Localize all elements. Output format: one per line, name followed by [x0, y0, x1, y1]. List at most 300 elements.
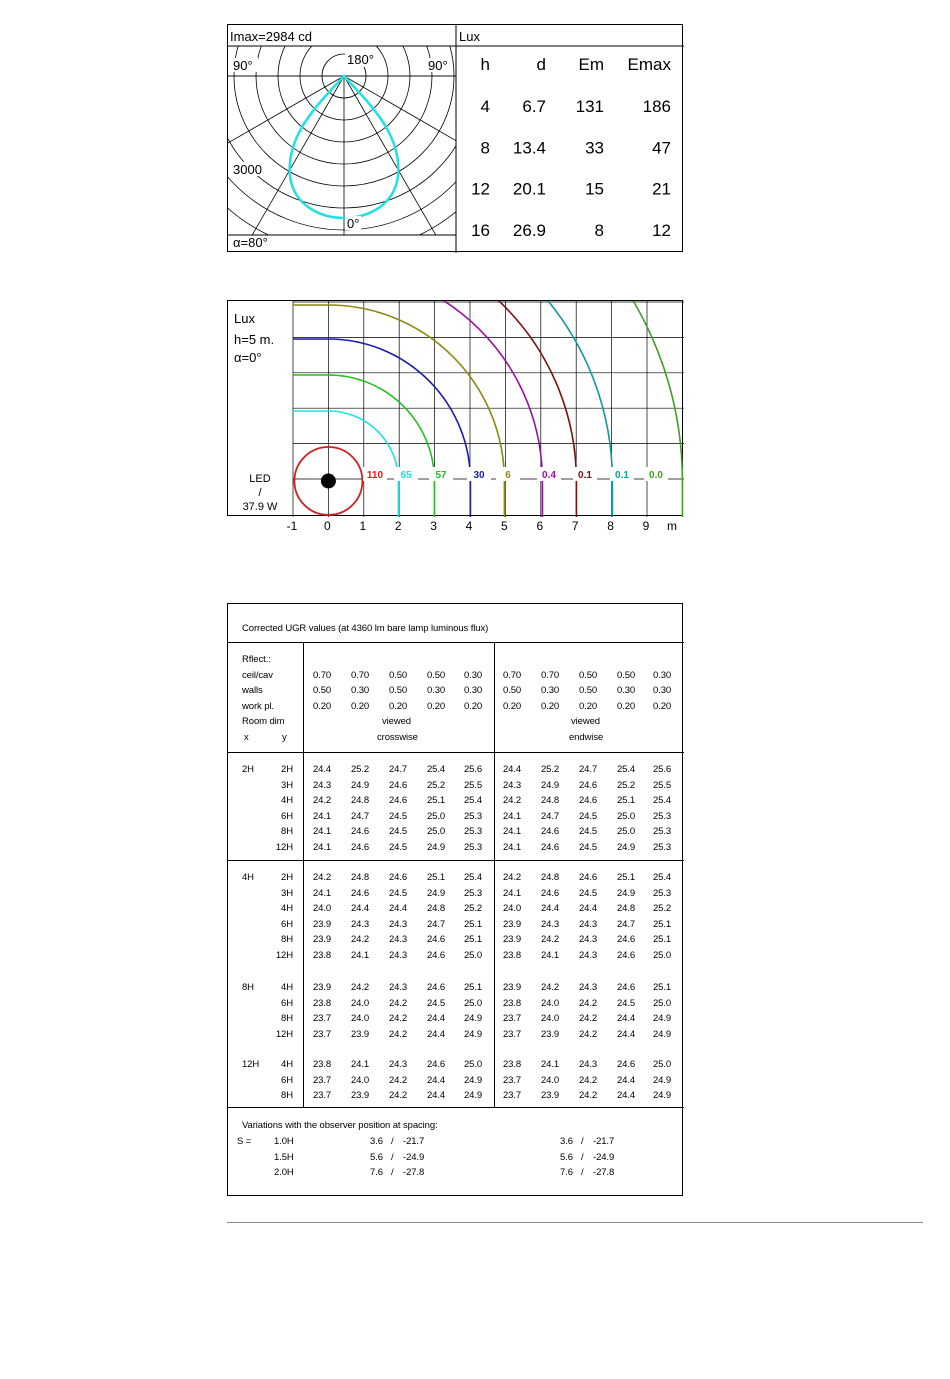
- ugr-value: 23.9: [503, 934, 522, 946]
- lux-cell: 8: [594, 220, 604, 240]
- ugr-value: 24.9: [427, 842, 446, 853]
- ugr-value: 25.1: [464, 982, 483, 993]
- variation-value: 7.6: [370, 1167, 383, 1178]
- ugr-value: 24.6: [389, 779, 408, 791]
- ugr-value: 24.5: [579, 887, 598, 899]
- room-y-value: 2H: [281, 764, 293, 775]
- spacing-value: 1.5H: [274, 1151, 294, 1163]
- endwise-label: endwise: [569, 732, 604, 743]
- ugr-value: 24.2: [503, 795, 522, 807]
- room-y-value: 8H: [281, 1090, 293, 1102]
- ugr-value: 25.4: [653, 795, 672, 807]
- lux-cell: 33: [585, 138, 604, 158]
- ugr-value: 24.2: [313, 872, 332, 883]
- variation-value: 3.6: [560, 1136, 573, 1147]
- lux-cell: 47: [652, 138, 671, 158]
- ugr-value: 24.9: [464, 1013, 483, 1025]
- ugr-value: 24.1: [313, 826, 332, 838]
- ugr-value: 24.0: [351, 1074, 370, 1086]
- ugr-value: 25.1: [617, 795, 636, 807]
- ugr-value: 23.7: [503, 1074, 522, 1086]
- isolux-contour: [288, 375, 434, 517]
- polar-grid: [228, 25, 604, 253]
- isolux-unit-label: Lux: [234, 311, 255, 326]
- ugr-value: 24.1: [503, 826, 522, 838]
- reflectance-value: 0.20: [351, 701, 370, 712]
- reflectance-value: 0.20: [503, 701, 522, 712]
- contour-label: 0.4: [542, 470, 556, 481]
- room-y-value: 3H: [281, 887, 293, 899]
- ugr-value: 23.9: [313, 934, 332, 946]
- lamp-power-label: 37.9 W: [242, 501, 278, 513]
- reflectance-value: 0.30: [541, 685, 560, 696]
- ugr-value: 24.0: [541, 1013, 560, 1025]
- ugr-value: 23.9: [541, 1090, 560, 1102]
- ugr-value: 24.2: [503, 872, 522, 883]
- ugr-value: 23.8: [313, 997, 332, 1009]
- ugr-value: 24.3: [389, 950, 408, 961]
- ugr-value: 24.5: [389, 826, 408, 838]
- reflectance-value: 0.70: [313, 670, 332, 681]
- ugr-value: 23.7: [503, 1028, 522, 1040]
- isolux-contour: [288, 411, 398, 517]
- ugr-value: 25.0: [653, 1059, 672, 1070]
- lux-cell: 15: [585, 179, 604, 199]
- s-label: S =: [237, 1136, 252, 1147]
- ugr-value: 24.1: [541, 950, 560, 961]
- room-x-value: 12H: [242, 1059, 260, 1070]
- ugr-value: 24.6: [579, 795, 598, 807]
- contour-label: 0.0: [649, 470, 663, 481]
- ugr-value: 24.1: [313, 810, 332, 822]
- ugr-value: 24.9: [427, 887, 446, 899]
- room-y-value: 4H: [281, 795, 293, 807]
- reflectance-value: 0.20: [464, 701, 483, 712]
- ugr-value: 25.4: [464, 872, 483, 883]
- contour-label: 30: [473, 470, 485, 481]
- variation-value: -21.7: [403, 1136, 425, 1147]
- ugr-value: 25.2: [541, 764, 560, 775]
- ugr-value: 25.0: [464, 997, 483, 1009]
- ugr-value: 24.5: [427, 997, 446, 1009]
- iso-contours: [288, 301, 682, 517]
- room-x-value: 2H: [242, 764, 254, 775]
- ugr-value: 23.7: [503, 1013, 522, 1025]
- ugr-value: 24.7: [427, 918, 446, 930]
- ugr-value: 24.6: [579, 779, 598, 791]
- x-tick-label: 5: [501, 519, 508, 533]
- reflectance-value: 0.20: [541, 701, 560, 712]
- ugr-value: 23.7: [313, 1090, 332, 1102]
- ugr-value: 24.9: [653, 1028, 672, 1040]
- ugr-value: 24.2: [541, 982, 560, 993]
- ugr-value: 24.4: [617, 1013, 636, 1025]
- reflectance-value: 0.20: [389, 701, 408, 712]
- ugr-value: 23.9: [351, 1090, 370, 1102]
- lux-cell: 26.9: [512, 220, 546, 240]
- ugr-value: 24.9: [653, 1090, 672, 1102]
- angle-0-label: 0°: [347, 216, 360, 231]
- ugr-value: 25.3: [653, 826, 672, 838]
- ugr-value: 24.2: [579, 1074, 598, 1086]
- ugr-value: 24.8: [427, 903, 446, 915]
- ugr-value: 24.0: [351, 997, 370, 1009]
- ugr-value: 25.4: [464, 795, 483, 807]
- ugr-value: 24.6: [541, 887, 560, 899]
- lamp-position-dot: [321, 474, 336, 489]
- angle-90-left-label: 90°: [233, 58, 253, 73]
- x-tick-label: 4: [465, 519, 473, 533]
- ugr-value: 24.4: [427, 1090, 446, 1102]
- ugr-value: 23.8: [503, 1059, 522, 1070]
- ugr-value: 24.5: [389, 842, 408, 853]
- ugr-title: Corrected UGR values (at 4360 lm bare lamp luminous flux): [242, 623, 489, 634]
- ugr-value: 25.3: [653, 810, 672, 822]
- x-tick-label: 6: [536, 519, 544, 533]
- ugr-value: 24.4: [389, 903, 408, 915]
- ugr-value: 24.6: [427, 950, 446, 961]
- room-x-value: 4H: [242, 872, 254, 883]
- ugr-value: 24.4: [427, 1074, 446, 1086]
- ugr-value: 24.8: [541, 872, 560, 883]
- ugr-value: 24.1: [503, 810, 522, 822]
- ugr-value: 23.7: [313, 1074, 332, 1086]
- ugr-value: 25.0: [427, 826, 446, 838]
- x-tick-label: 9: [642, 519, 650, 533]
- reflectance-row-label: walls: [242, 685, 263, 696]
- ugr-value: 24.3: [351, 918, 370, 930]
- room-y-value: 2H: [281, 872, 293, 883]
- lux-cell: 13.4: [512, 138, 546, 158]
- reflectance-value: 0.50: [579, 685, 598, 696]
- room-y-label: y: [282, 732, 287, 743]
- ugr-value: 24.6: [351, 887, 370, 899]
- table-rule: [303, 642, 304, 1107]
- ugr-value: 24.4: [427, 1028, 446, 1040]
- ugr-value: 24.3: [579, 982, 598, 993]
- ugr-value: 24.2: [579, 1090, 598, 1102]
- ugr-value: 25.2: [351, 764, 370, 775]
- ugr-value: 25.6: [653, 764, 672, 775]
- ugr-value: 24.2: [389, 1074, 408, 1086]
- ugr-value: 25.0: [464, 1059, 483, 1070]
- room-y-value: 8H: [281, 826, 293, 838]
- lux-cell: 16: [471, 220, 490, 240]
- variation-value: 5.6: [370, 1151, 383, 1163]
- room-y-value: 6H: [281, 1074, 293, 1086]
- ugr-value: 25.1: [653, 982, 672, 993]
- ugr-value: 24.6: [617, 982, 636, 993]
- ugr-value: 24.4: [579, 903, 598, 915]
- lux-cell: 12: [652, 220, 671, 240]
- ugr-value: 25.2: [464, 903, 483, 915]
- ugr-value: 24.1: [351, 950, 370, 961]
- ugr-value: 24.4: [541, 903, 560, 915]
- ugr-value: 23.9: [313, 918, 332, 930]
- ugr-value: 24.0: [351, 1013, 370, 1025]
- ugr-value: 25.0: [464, 950, 483, 961]
- lamp-type-label: LED: [249, 473, 271, 485]
- ugr-value: 24.6: [427, 982, 446, 993]
- variation-separator: /: [391, 1151, 394, 1163]
- ugr-value: 24.7: [541, 810, 560, 822]
- ugr-value: 24.2: [389, 1028, 408, 1040]
- ugr-value: 24.3: [389, 982, 408, 993]
- contour-label: 0.1: [578, 470, 592, 481]
- x-tick-label: 7: [571, 519, 579, 533]
- spacing-value: 1.0H: [274, 1136, 294, 1147]
- ugr-value: 23.9: [503, 982, 522, 993]
- isolux-diagram-svg: [228, 301, 684, 517]
- ugr-value: 24.1: [313, 887, 332, 899]
- ugr-value: 24.0: [541, 1074, 560, 1086]
- ugr-value: 24.6: [351, 842, 370, 853]
- variation-value: -24.9: [593, 1151, 615, 1163]
- x-tick-label: -1: [286, 519, 298, 533]
- isolux-contour: [288, 301, 682, 517]
- ugr-value: 24.0: [541, 997, 560, 1009]
- reflectance-value: 0.20: [427, 701, 446, 712]
- ugr-value: 24.1: [313, 842, 332, 853]
- ugr-value: 24.3: [503, 779, 522, 791]
- lux-col-header: Em: [578, 55, 604, 74]
- imax-label: Imax=2984 cd: [230, 29, 313, 44]
- table-rule: [494, 642, 495, 1107]
- footer-rule: [227, 1222, 923, 1223]
- ugr-value: 24.4: [617, 1090, 636, 1102]
- ugr-value: 24.9: [617, 887, 636, 899]
- ugr-value: 25.2: [427, 779, 446, 791]
- reflectance-value: 0.70: [503, 670, 522, 681]
- ugr-value: 24.0: [503, 903, 522, 915]
- ugr-value: 25.0: [427, 810, 446, 822]
- reflectance-row-label: Room dim: [242, 716, 285, 727]
- ugr-value: 24.9: [464, 1074, 483, 1086]
- room-y-value: 6H: [281, 810, 293, 822]
- ugr-value: 24.5: [579, 810, 598, 822]
- lux-cell: 186: [642, 97, 671, 116]
- ugr-value: 25.3: [653, 887, 672, 899]
- ugr-value: 24.6: [617, 1059, 636, 1070]
- ugr-value: 24.6: [541, 826, 560, 838]
- ugr-value: 25.0: [653, 997, 672, 1009]
- contour-label: 110: [366, 470, 384, 481]
- reflectance-value: 0.30: [351, 685, 370, 696]
- contour-label: 0.1: [615, 470, 629, 481]
- ugr-value: 24.7: [579, 764, 598, 775]
- reflectance-value: 0.50: [313, 685, 332, 696]
- ugr-value: 23.9: [503, 918, 522, 930]
- ugr-value: 24.6: [389, 795, 408, 807]
- ugr-value: 24.6: [617, 950, 636, 961]
- lamp-separator: /: [258, 487, 262, 499]
- ugr-value: 25.4: [427, 764, 446, 775]
- ugr-value: 25.3: [464, 887, 483, 899]
- ugr-value: 24.3: [389, 1059, 408, 1070]
- reflectance-value: 0.20: [579, 701, 598, 712]
- reflectance-value: 0.50: [427, 670, 446, 681]
- ugr-value: 23.7: [503, 1090, 522, 1102]
- room-x-label: x: [244, 732, 249, 743]
- x-tick-label: 3: [430, 519, 437, 533]
- ugr-value: 24.3: [313, 779, 332, 791]
- ugr-value: 24.2: [351, 934, 370, 946]
- ugr-value: 24.8: [541, 795, 560, 807]
- ugr-value: 25.1: [464, 918, 483, 930]
- ugr-value: 23.9: [541, 1028, 560, 1040]
- variation-value: -21.7: [593, 1136, 615, 1147]
- ugr-value: 24.9: [617, 842, 636, 853]
- ugr-value: 24.6: [617, 934, 636, 946]
- reflectance-value: 0.20: [313, 701, 332, 712]
- ugr-value: 25.3: [464, 826, 483, 838]
- ugr-value: 25.1: [427, 872, 446, 883]
- x-tick-label: 0: [324, 519, 331, 533]
- ugr-value: 25.2: [617, 779, 636, 791]
- ugr-value: 24.2: [389, 1090, 408, 1102]
- ugr-value: 23.9: [313, 982, 332, 993]
- ugr-value: 25.1: [427, 795, 446, 807]
- reflectance-value: 0.30: [464, 685, 483, 696]
- ugr-value: 24.5: [389, 887, 408, 899]
- ugr-value: 25.6: [464, 764, 483, 775]
- ugr-value: 24.9: [464, 1090, 483, 1102]
- ugr-value: 23.8: [313, 1059, 332, 1070]
- lux-col-header: h: [480, 55, 490, 74]
- ugr-value: 25.4: [653, 872, 672, 883]
- ugr-value: 24.2: [351, 982, 370, 993]
- ugr-value: 23.9: [351, 1028, 370, 1040]
- room-y-value: 8H: [281, 934, 293, 946]
- room-y-value: 6H: [281, 997, 293, 1009]
- polar-diagram-svg: [228, 25, 684, 253]
- reflectance-value: 0.50: [389, 670, 408, 681]
- ugr-value: 24.4: [617, 1028, 636, 1040]
- angle-90-right-label: 90°: [428, 58, 448, 73]
- ugr-value: 25.5: [464, 779, 483, 791]
- ugr-value: 23.7: [313, 1028, 332, 1040]
- lux-col-header: Emax: [627, 55, 671, 74]
- ugr-value: 24.3: [389, 918, 408, 930]
- ugr-value: 24.3: [389, 934, 408, 946]
- ugr-value: 23.7: [313, 1013, 332, 1025]
- ugr-value: 24.7: [389, 764, 408, 775]
- variation-value: -27.8: [593, 1167, 615, 1178]
- alpha-label: α=80°: [233, 235, 268, 250]
- viewed-label-crosswise: viewed: [382, 716, 411, 727]
- ugr-value: 24.4: [617, 1074, 636, 1086]
- x-unit-label: m: [667, 519, 677, 533]
- ugr-value: 24.6: [579, 872, 598, 883]
- contour-label: 57: [435, 470, 447, 481]
- ugr-value: 24.3: [579, 918, 598, 930]
- crosswise-label: crosswise: [377, 732, 418, 743]
- reflectance-value: 0.30: [617, 685, 636, 696]
- reflectance-value: 0.20: [617, 701, 636, 712]
- ugr-value: 24.6: [427, 1059, 446, 1070]
- variation-value: 5.6: [560, 1151, 573, 1163]
- room-y-value: 4H: [281, 903, 293, 915]
- isolux-contour: [288, 339, 470, 517]
- variation-separator: /: [391, 1136, 394, 1147]
- ugr-value: 24.4: [351, 903, 370, 915]
- variations-title: Variations with the observer position at spacing:: [242, 1120, 438, 1131]
- reflectance-value: 0.50: [503, 685, 522, 696]
- reflectance-value: 0.70: [541, 670, 560, 681]
- ugr-value: 24.8: [617, 903, 636, 915]
- angle-180-label: 180°: [347, 52, 374, 67]
- room-y-value: 4H: [281, 982, 293, 993]
- ugr-value: 24.9: [653, 1013, 672, 1025]
- ugr-value: 25.2: [653, 903, 672, 915]
- ugr-value: 25.3: [464, 810, 483, 822]
- reflectance-value: 0.30: [653, 685, 672, 696]
- isolux-alpha-label: α=0°: [234, 350, 262, 365]
- reflectance-value: 0.50: [617, 670, 636, 681]
- ugr-value: 24.1: [503, 842, 522, 853]
- table-rule: [228, 1107, 684, 1108]
- room-y-value: 12H: [275, 950, 293, 961]
- ugr-value: 25.4: [617, 764, 636, 775]
- ugr-value: 24.5: [579, 842, 598, 853]
- room-y-value: 12H: [275, 1028, 293, 1040]
- reflectance-value: 0.50: [389, 685, 408, 696]
- lux-cell: 21: [652, 179, 671, 199]
- ugr-value: 24.7: [617, 918, 636, 930]
- ugr-table: [227, 603, 683, 1196]
- ugr-value: 24.4: [313, 764, 332, 775]
- lux-col-header: d: [536, 55, 546, 74]
- ugr-value: 24.1: [541, 1059, 560, 1070]
- ugr-value: 24.1: [503, 887, 522, 899]
- ugr-value: 24.6: [541, 842, 560, 853]
- room-x-value: 8H: [242, 982, 254, 993]
- room-y-value: 4H: [281, 1059, 293, 1070]
- ugr-value: 24.9: [351, 779, 370, 791]
- spacing-value: 2.0H: [274, 1167, 294, 1178]
- ugr-value: 24.4: [503, 764, 522, 775]
- room-y-value: 12H: [275, 842, 293, 853]
- viewed-label-endwise: viewed: [571, 716, 600, 727]
- ugr-value: 24.2: [541, 934, 560, 946]
- lux-cell: 6.7: [522, 97, 546, 116]
- ugr-value: 24.3: [541, 918, 560, 930]
- table-rule: [228, 642, 684, 643]
- ugr-value: 25.3: [653, 842, 672, 853]
- variation-separator: /: [391, 1167, 394, 1178]
- ugr-value: 23.8: [503, 997, 522, 1009]
- reflectance-value: 0.20: [653, 701, 672, 712]
- ugr-value: 24.8: [351, 872, 370, 883]
- variation-separator: /: [581, 1151, 584, 1163]
- ugr-value: 24.6: [427, 934, 446, 946]
- ugr-value: 24.3: [579, 950, 598, 961]
- room-y-value: 6H: [281, 918, 293, 930]
- polar-diagram-panel: [227, 24, 683, 252]
- ugr-value: 25.5: [653, 779, 672, 791]
- lux-cell: 131: [575, 97, 604, 116]
- variation-value: 7.6: [560, 1167, 573, 1178]
- ugr-value: 24.2: [389, 997, 408, 1009]
- lux-cell: 20.1: [512, 179, 546, 199]
- ugr-value: 24.6: [351, 826, 370, 838]
- table-rule: [228, 752, 684, 753]
- x-tick-label: 2: [394, 519, 402, 533]
- ugr-value: 24.1: [351, 1059, 370, 1070]
- lux-header: Lux: [459, 29, 480, 44]
- ugr-value: 23.8: [313, 950, 332, 961]
- ugr-value: 24.3: [579, 934, 598, 946]
